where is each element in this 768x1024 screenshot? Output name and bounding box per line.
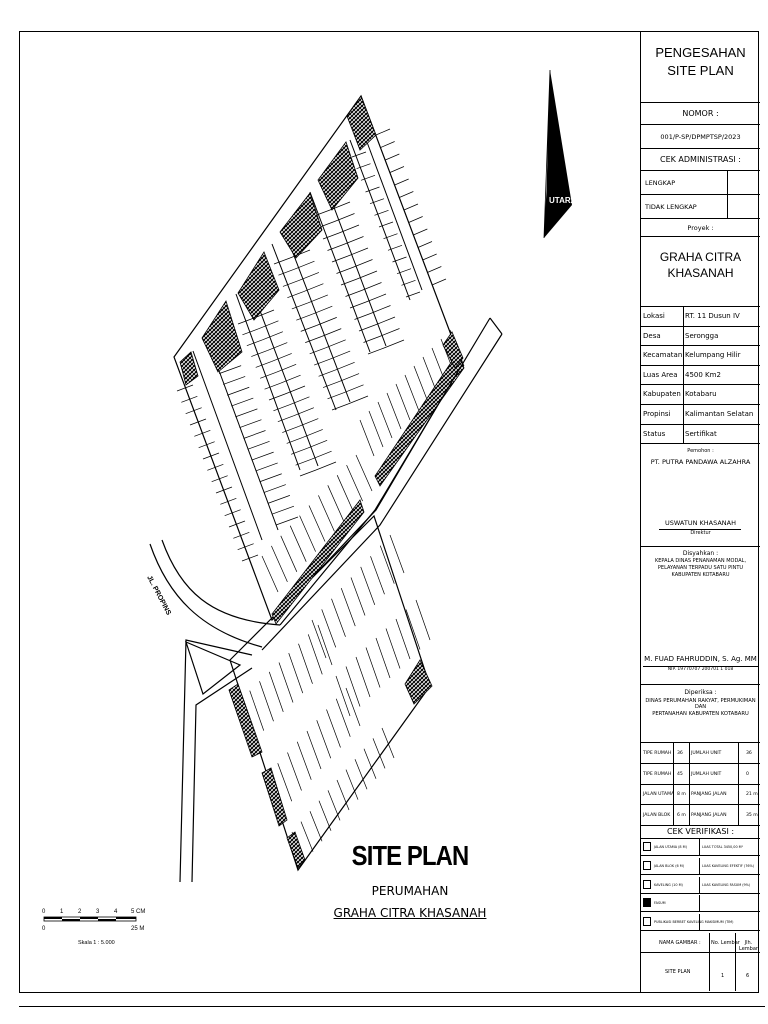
lot-divider	[423, 254, 437, 260]
tb-diperiksa-line1: DINAS PERUMAHAN RAKYAT, PERMUKIMAN DAN	[645, 698, 756, 710]
scale-tick-5: 5 CM	[131, 909, 146, 915]
scale-tick-0: 0	[42, 909, 46, 915]
tb-verif-checkbox[interactable]	[643, 880, 651, 889]
plan-project-name: GRAHA CITRA KHASANAH	[333, 906, 487, 920]
tb-tidak-lengkap-row	[641, 195, 760, 219]
tb-tech-row	[641, 805, 760, 826]
fasum-hatch-areas	[180, 96, 464, 868]
lot-divider	[203, 453, 219, 459]
tb-tech-b: 45	[677, 771, 683, 777]
lot-divider	[330, 351, 350, 359]
lot-divider	[272, 506, 294, 514]
tb-no-lembar-value: 1	[721, 973, 725, 979]
lot-divider	[336, 699, 350, 737]
tb-jml-lembar-label: Jlh. Lembar	[739, 940, 758, 952]
lot-divider	[312, 451, 332, 459]
road-label: JL. PROPINS	[145, 574, 172, 617]
tb-info-key: Status	[643, 429, 666, 438]
tb-verif-row	[641, 877, 760, 894]
tb-signer1-name: USWATUN KHASANAH	[664, 519, 737, 527]
tb-nama-gambar-label: NAMA GAMBAR :	[659, 940, 701, 946]
tb-divider	[689, 743, 690, 763]
scale-tick-4: 4	[114, 909, 118, 915]
lot-divider	[244, 431, 266, 439]
tb-divider	[699, 895, 700, 911]
lot-divider	[273, 405, 289, 411]
lot-divider	[360, 420, 374, 456]
lot-divider	[364, 337, 380, 343]
tb-tech-c: PANJANG JALAN	[691, 792, 727, 797]
tb-info-key: Lokasi	[643, 312, 665, 320]
tb-tech-row	[641, 764, 760, 785]
lot-divider	[418, 242, 432, 248]
lot-divider	[378, 402, 392, 438]
lot-divider	[256, 463, 278, 471]
tb-disyahkan-line1: KEPALA DINAS PENANAMAN MODAL,	[654, 558, 747, 564]
lot-divider	[239, 420, 261, 428]
lot-divider	[427, 267, 441, 273]
lot-divider	[409, 217, 423, 223]
lot-divider	[312, 620, 326, 658]
lot-divider	[231, 398, 253, 406]
tb-divider	[689, 764, 690, 784]
lot-divider	[300, 470, 316, 476]
tb-tech-row	[641, 743, 760, 764]
tb-divider	[683, 385, 684, 404]
lot-divider	[371, 306, 391, 314]
lot-divider	[235, 409, 257, 417]
lot-divider	[390, 167, 404, 173]
tb-divider	[699, 858, 700, 874]
tb-tech-b: 8 m	[677, 792, 686, 797]
lot-divider	[290, 526, 306, 562]
tb-tidak-lengkap: TIDAK LENGKAP	[645, 203, 697, 211]
tb-divider	[673, 764, 674, 784]
lot-divider	[362, 283, 382, 291]
lower-block-outline	[230, 516, 430, 870]
lot-divider	[319, 801, 331, 831]
tb-divider	[683, 307, 684, 326]
lot-divider	[272, 353, 292, 361]
tb-proyek-line2: KHASANAH	[667, 266, 734, 280]
lot-divider	[248, 441, 270, 449]
tb-tech-row	[641, 784, 760, 805]
lot-divider	[238, 318, 254, 324]
tb-lengkap: LENGKAP	[645, 179, 676, 187]
tb-header-line1: PENGESAHAN	[655, 45, 746, 60]
tb-pemohon-name: PT. PUTRA PANDAWA ALZAHRA	[650, 458, 751, 466]
lot-divider	[369, 411, 383, 447]
tb-divider	[673, 805, 674, 825]
lot-divider	[432, 279, 446, 285]
lot-divider	[337, 780, 349, 810]
tb-nomor-label: NOMOR :	[641, 103, 760, 125]
tb-divider	[683, 346, 684, 365]
lot-divider	[269, 672, 283, 712]
lot-divider	[396, 619, 410, 659]
tb-verif-checkbox[interactable]	[643, 861, 651, 870]
lot-divider	[297, 742, 311, 780]
tb-proyek-line1: GRAHA CITRA	[659, 250, 742, 264]
lot-divider	[405, 375, 419, 411]
plan-title-block	[300, 840, 520, 920]
lot-divider	[414, 366, 428, 402]
lot-divider	[395, 179, 409, 185]
tb-no-lembar-label: No. Lembar	[711, 940, 740, 946]
lot-divider	[326, 340, 346, 348]
tb-tech-a: JALAN BLOK	[643, 812, 671, 818]
lot-divider	[413, 229, 427, 235]
lot-divider	[281, 536, 297, 572]
tb-divider	[683, 405, 684, 424]
lot-divider	[381, 142, 395, 148]
lot-divider	[256, 361, 272, 367]
tb-tech-d: 0	[746, 771, 749, 777]
tb-signer2-line	[643, 666, 758, 667]
tb-tech-d: 35 m	[746, 812, 758, 818]
lot-divider	[309, 506, 325, 542]
tb-signer2-name: M. FUAD FAHRUDDIN, S. Ag. MM	[644, 655, 757, 663]
tb-tech-c: PANJANG JALAN	[691, 812, 727, 818]
lot-divider	[281, 375, 301, 383]
lot-divider	[268, 495, 290, 503]
lot-divider	[296, 459, 312, 465]
lot-divider	[321, 329, 341, 337]
lot-divider	[344, 385, 364, 393]
lot-divider	[366, 648, 380, 688]
tb-divider	[727, 195, 728, 218]
lot-divider	[260, 372, 276, 378]
lot-divider	[380, 329, 400, 337]
lot-divider	[355, 759, 367, 789]
tb-verif-left: KAVELING (10 M)	[654, 882, 683, 887]
lot-divider	[263, 332, 283, 340]
lot-divider	[285, 386, 305, 394]
lot-divider	[376, 638, 390, 678]
lot-divider	[265, 383, 281, 389]
lot-divider	[269, 394, 285, 400]
tb-jml-lembar-value: 6	[746, 973, 750, 979]
lower-lot-lines	[240, 535, 430, 862]
tb-header-line2: SITE PLAN	[667, 63, 734, 78]
lot-divider	[260, 681, 274, 721]
lot-divider	[368, 348, 384, 354]
tb-tech-b: 6 m	[677, 812, 686, 818]
scale-m-start: 0	[42, 926, 46, 932]
scale-m-end: 25 M	[131, 926, 145, 932]
lot-divider	[308, 634, 322, 674]
tb-nomor-value: 001/P-SP/DPMPTSP/2023	[641, 125, 760, 149]
lot-divider	[396, 384, 410, 420]
tb-diperiksa-label: Diperiksa :	[684, 689, 717, 696]
lot-divider	[283, 280, 299, 286]
lot-divider	[260, 474, 282, 482]
lot-divider	[328, 790, 340, 820]
lot-divider	[351, 578, 365, 616]
tb-info-value: Kotabaru	[685, 390, 717, 399]
lot-divider	[361, 567, 375, 605]
tb-nama-gambar-values	[641, 953, 760, 991]
lot-divider	[317, 317, 337, 325]
lot-divider	[337, 475, 353, 511]
lot-divider	[271, 546, 287, 582]
tb-signer1-line	[659, 529, 741, 530]
tb-tech-d: 36	[746, 751, 752, 756]
tb-proyek-label: Proyek :	[641, 219, 760, 237]
tb-verif-right: LUAS TOTAL 3450,00 M²	[702, 845, 743, 849]
lot-divider	[292, 303, 308, 309]
lot-divider	[387, 393, 401, 429]
lot-divider	[264, 485, 286, 493]
lot-divider	[399, 192, 413, 198]
lot-divider	[287, 292, 303, 298]
lot-divider	[289, 653, 303, 693]
tb-verif-right: LUAS KAVELING EFEKTIF (76%)	[702, 863, 755, 868]
plan-subtitle: PERUMAHAN	[371, 884, 449, 898]
tb-divider	[689, 805, 690, 825]
lot-divider	[346, 688, 360, 726]
tb-divider	[735, 953, 736, 991]
lot-divider	[327, 710, 341, 748]
tb-divider	[683, 425, 684, 444]
lot-divider	[352, 152, 366, 157]
tb-info-row	[641, 425, 760, 445]
tb-verif-left: PUBLIKASI BERBET KAVELING MAKSIMUM (TIM)	[654, 920, 734, 925]
tb-divider	[727, 171, 728, 194]
tb-divider	[683, 366, 684, 385]
tb-info-key: Kabupaten	[643, 390, 681, 399]
main-road	[262, 318, 502, 650]
tb-verif-checkbox[interactable]	[643, 917, 651, 926]
tb-info-row	[641, 405, 760, 425]
tb-info-key: Propinsi	[643, 410, 671, 418]
tb-divider	[689, 784, 690, 804]
lot-divider	[299, 644, 313, 684]
tb-info-value: Sertifikat	[685, 429, 717, 438]
lot-divider	[384, 340, 404, 348]
lot-divider	[336, 676, 350, 716]
tb-divider	[735, 933, 736, 952]
title-block	[640, 31, 759, 993]
lot-divider	[335, 362, 355, 370]
tb-tech-a: TIPE RUMAH	[643, 771, 672, 777]
tb-divider	[709, 933, 710, 952]
lot-divider	[332, 599, 346, 637]
lot-divider	[288, 753, 302, 791]
tb-divider	[673, 784, 674, 804]
north-label: UTARA	[549, 196, 577, 205]
scale-tick-3: 3	[96, 909, 100, 915]
tb-diperiksa-line2: PERTANAHAN KABUPATEN KOTABARU	[652, 711, 749, 717]
tb-tech-a: TIPE RUMAH	[643, 751, 672, 756]
lot-divider	[339, 374, 359, 382]
tb-divider	[673, 743, 674, 763]
tb-header	[641, 31, 760, 103]
lot-divider	[346, 667, 360, 707]
lot-divider	[194, 430, 210, 436]
lot-divider	[404, 204, 418, 210]
lot-divider	[348, 396, 368, 404]
lot-divider	[376, 129, 390, 135]
tb-nama-gambar-value: SITE PLAN	[665, 969, 691, 975]
tb-info-value: Kalimantan Selatan	[685, 410, 754, 418]
tb-verif-checkbox[interactable]	[643, 898, 651, 907]
lot-divider	[316, 462, 336, 470]
lot-divider	[380, 546, 394, 584]
tb-diperiksa	[641, 685, 760, 743]
tb-divider	[738, 784, 739, 804]
tb-divider	[709, 953, 710, 991]
tb-lengkap-row	[641, 171, 760, 195]
tb-signer1	[641, 517, 760, 547]
tb-pemohon-label: Pemohon :	[687, 448, 714, 454]
tb-divider	[699, 877, 700, 893]
lot-divider	[385, 154, 399, 160]
tb-info-row	[641, 327, 760, 347]
lot-divider	[279, 663, 293, 703]
tb-verif-row	[641, 895, 760, 912]
lot-divider	[301, 325, 317, 331]
tb-info-row	[641, 307, 760, 327]
lot-divider	[278, 269, 294, 275]
tb-divider	[683, 327, 684, 346]
lot-divider	[366, 294, 386, 302]
tb-verif-right: LUAS KAVELING FASUM (9%)	[702, 882, 751, 887]
lot-divider	[357, 164, 371, 169]
lot-divider	[300, 516, 316, 552]
tb-proyek	[641, 237, 760, 307]
tb-verif-row	[641, 914, 760, 931]
lot-divider	[318, 495, 334, 531]
tb-tech-d: 21 m	[746, 792, 758, 797]
tb-signer1-title: Direktur	[690, 530, 711, 536]
tb-divider	[738, 743, 739, 763]
tb-tech-c: JUMLAH UNIT	[691, 751, 722, 756]
tb-cek-verifikasi-label: CEK VERIFIKASI :	[641, 825, 760, 839]
lot-divider	[251, 351, 267, 357]
lot-divider	[223, 376, 245, 384]
tb-nama-gambar-header	[641, 933, 760, 953]
lot-divider	[310, 811, 322, 841]
lot-divider	[262, 556, 278, 592]
tb-info-value: RT. 11 Dusun IV	[685, 312, 740, 320]
scale-text: Skala 1 : 5.000	[78, 940, 115, 946]
lot-divider	[390, 535, 404, 573]
tb-info-value: Kelumpang Hilir	[685, 351, 741, 360]
lot-divider	[341, 588, 355, 626]
tb-verif-left: JALAN BLOK (6 M)	[654, 863, 685, 868]
lot-divider	[267, 343, 287, 351]
tb-info-row	[641, 366, 760, 386]
tb-info-value: 4500 Km2	[685, 370, 721, 379]
lot-divider	[307, 731, 321, 769]
lot-divider	[252, 452, 274, 460]
tb-divider	[738, 764, 739, 784]
lot-divider	[416, 600, 430, 640]
tb-divider	[738, 805, 739, 825]
tb-info-value: Serongga	[685, 331, 719, 340]
tb-info-row	[641, 346, 760, 366]
lot-divider	[199, 442, 215, 448]
tb-tech-c: JUMLAH UNIT	[691, 771, 722, 777]
lot-divider	[382, 728, 394, 758]
tb-disyahkan-line3: KABUPATEN KOTABARU	[671, 572, 730, 578]
lot-divider	[406, 610, 420, 650]
tb-cek-admin-label: CEK ADMINISTRASI :	[641, 149, 760, 171]
tb-info-key: Kecamatan	[643, 351, 683, 360]
lot-divider	[296, 314, 312, 320]
tb-disyahkan-line2: PELAYANAN TERPADU SATU PINTU	[657, 565, 744, 571]
lot-divider	[276, 517, 298, 525]
lot-divider	[371, 556, 385, 594]
tb-verif-left: JALAN UTAMA (8 M)	[654, 845, 687, 849]
tb-tech-b: 36	[677, 751, 683, 756]
tb-info-key: Desa	[643, 331, 661, 340]
scale-tick-1: 1	[60, 909, 64, 915]
lot-divider	[276, 364, 296, 372]
lot-divider	[357, 271, 377, 279]
tb-verif-row	[641, 858, 760, 875]
lot-divider	[317, 720, 331, 758]
tb-tech-a: JALAN UTAMA	[643, 792, 675, 797]
lot-divider	[356, 657, 370, 697]
lot-divider	[328, 485, 344, 521]
scale-bar	[44, 917, 136, 921]
tb-divider	[699, 839, 700, 855]
lot-divider	[347, 465, 363, 501]
tb-signer2	[641, 653, 760, 685]
north-arrow	[544, 70, 572, 238]
scale-tick-2: 2	[78, 909, 82, 915]
plan-title: SITE PLAN	[351, 840, 469, 871]
lot-divider	[227, 387, 249, 395]
tb-verif-row	[641, 839, 760, 856]
tb-disyahkan-label: Disyahkan :	[682, 550, 719, 557]
tb-verif-left: FASUM	[654, 901, 666, 906]
tb-info-key: Luas Area	[643, 370, 678, 379]
lot-divider	[375, 317, 395, 325]
tb-divider	[699, 914, 700, 930]
lot-divider	[258, 321, 278, 329]
lot-divider	[356, 455, 372, 491]
tb-signer2-nip: NIP. 19770707 200701 1 018	[667, 667, 734, 672]
provincial-road	[150, 540, 280, 882]
tb-info-row	[641, 385, 760, 405]
lot-divider	[386, 629, 400, 669]
lot-divider	[274, 258, 290, 264]
tb-verif-checkbox[interactable]	[643, 842, 651, 851]
